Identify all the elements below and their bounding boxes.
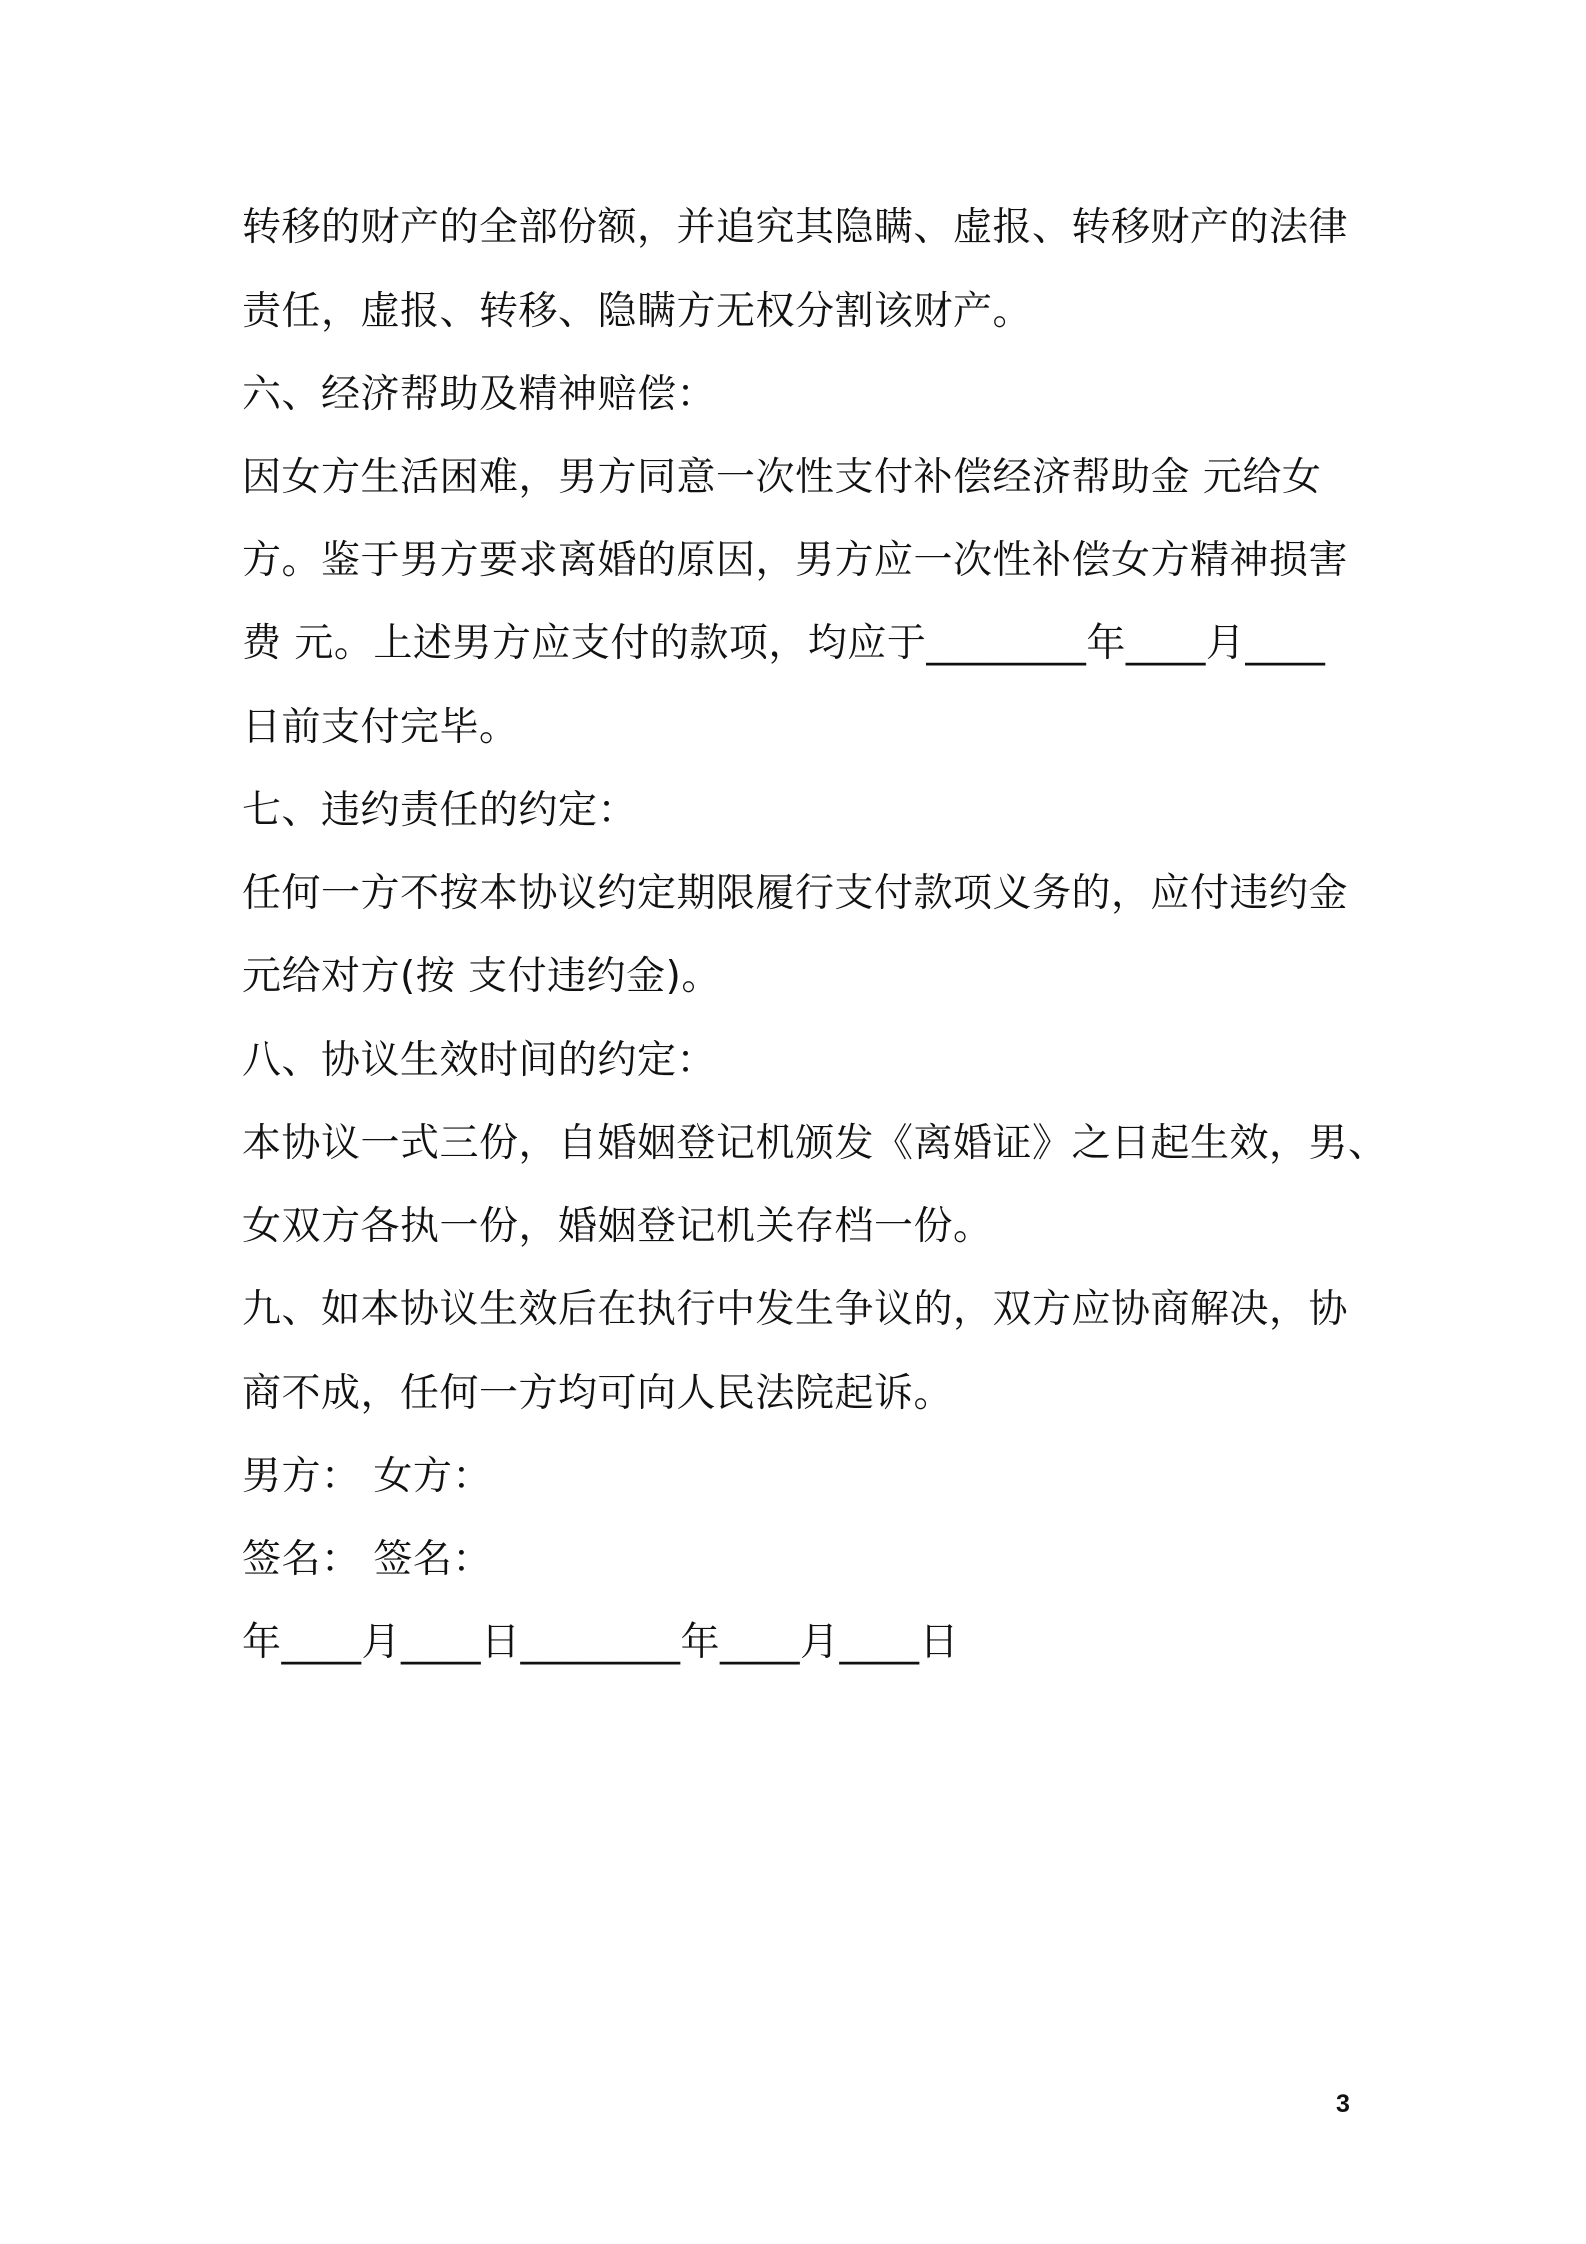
- signature-labels: 签名： 签名：: [242, 1537, 492, 1582]
- text-line: 商不成，任何一方均可向人民法院起诉。: [242, 1371, 954, 1416]
- text-line: 女双方各执一份，婚姻登记机关存档一份。: [242, 1204, 993, 1249]
- signature-party-labels: 男方： 女方：: [242, 1454, 492, 1499]
- section-heading: 八、协议生效时间的约定：: [242, 1038, 717, 1083]
- signature-date-line: 年____月____日________年____月____日: [242, 1620, 960, 1665]
- section-heading: 六、经济帮助及精神赔偿：: [242, 372, 717, 417]
- page-number: 3: [1336, 2090, 1350, 2118]
- text-line: 日前支付完毕。: [242, 705, 519, 750]
- text-line: 责任，虚报、转移、隐瞒方无权分割该财产。: [242, 289, 1033, 334]
- text-line: 费 元。上述男方应支付的款项，均应于________年____月____: [242, 621, 1326, 666]
- text-line: 九、如本协议生效后在执行中发生争议的，双方应协商解决，协: [242, 1287, 1349, 1332]
- text-line: 因女方生活困难，男方同意一次性支付补偿经济帮助金 元给女: [242, 455, 1322, 500]
- text-line: 方。鉴于男方要求离婚的原因，男方应一次性补偿女方精神损害: [242, 538, 1349, 583]
- text-line: 转移的财产的全部份额，并追究其隐瞒、虚报、转移财产的法律: [242, 205, 1349, 250]
- text-line: 任何一方不按本协议约定期限履行支付款项义务的，应付违约金: [242, 871, 1349, 916]
- section-heading: 七、违约责任的约定：: [242, 788, 638, 833]
- text-line: 元给对方(按 支付违约金)。: [242, 954, 721, 999]
- text-line: 本协议一式三份，自婚姻登记机颁发《离婚证》之日起生效，男、: [242, 1121, 1388, 1166]
